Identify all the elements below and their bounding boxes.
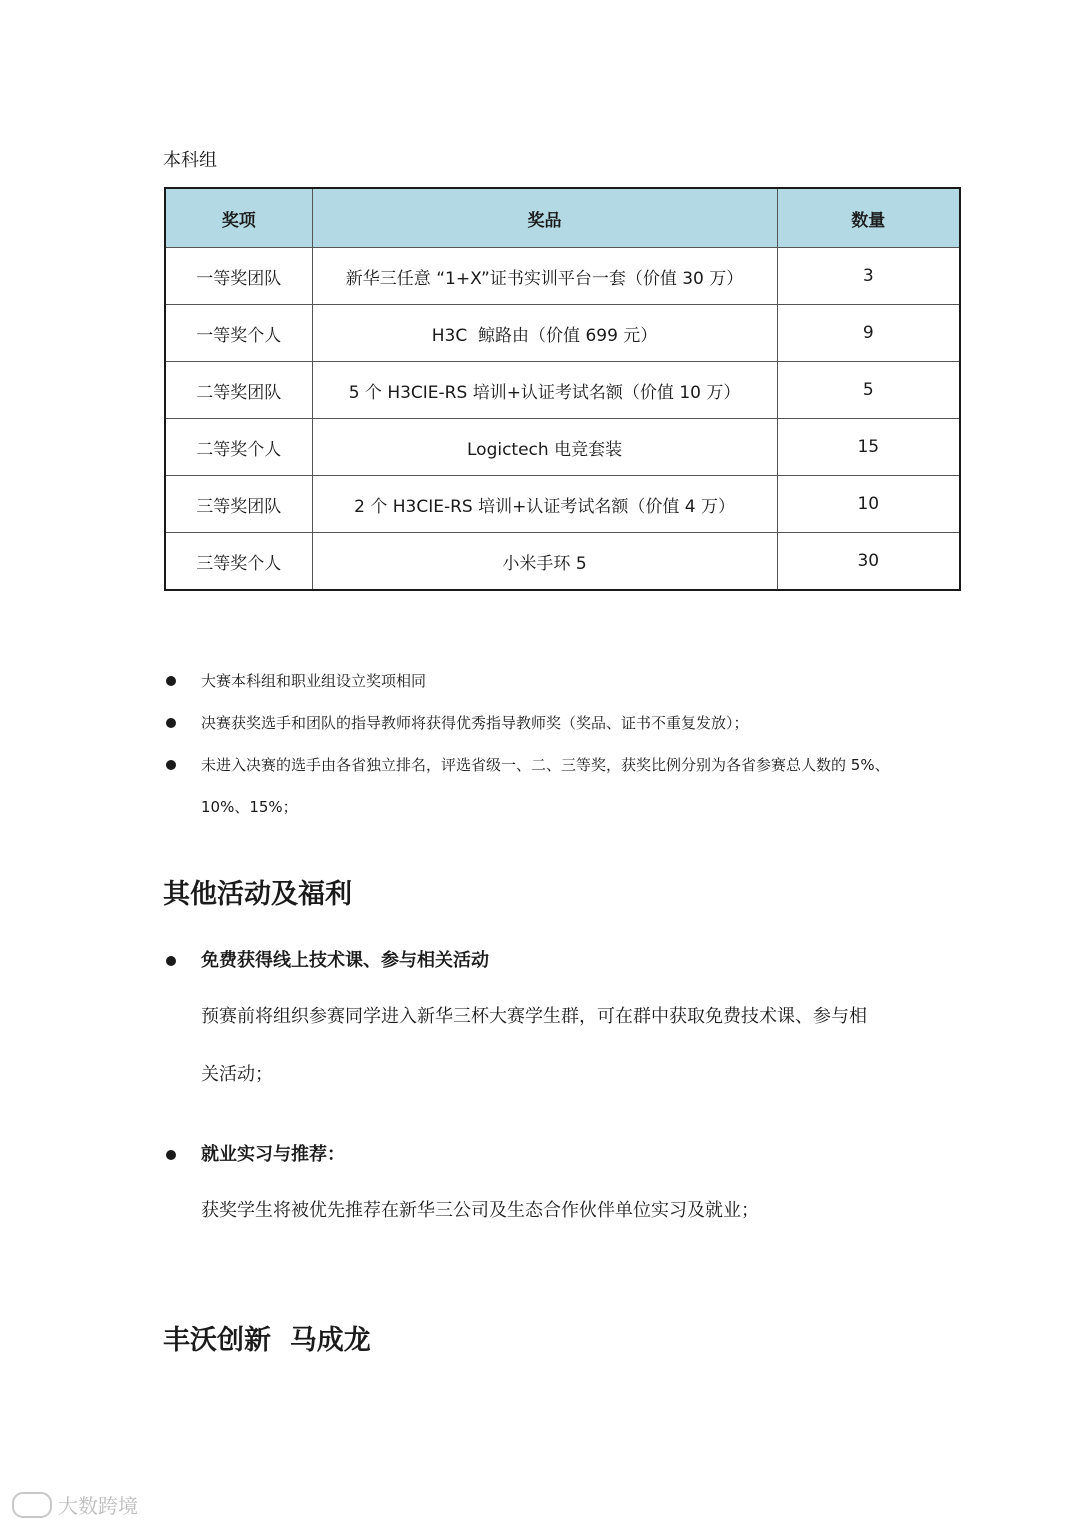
cell-quantity: 5	[777, 362, 960, 419]
cell-award: 三等奖团队	[165, 476, 312, 533]
table-row	[165, 248, 960, 305]
bullet-icon	[166, 956, 176, 966]
bullet-icon	[166, 676, 176, 686]
group-label: 本科组	[163, 150, 217, 171]
cell-prize: H3C 鲸路由（价值 699 元）	[312, 305, 777, 362]
cell-prize: Logictech 电竞套装	[312, 419, 777, 476]
watermark-logo-icon	[12, 1492, 52, 1518]
benefit-internship	[164, 1140, 944, 1240]
table-row	[165, 476, 960, 533]
cell-prize: 2 个 H3CIE-RS 培训+认证考试名额（价值 4 万）	[312, 476, 777, 533]
table-row	[165, 362, 960, 419]
list-item	[164, 702, 924, 744]
cell-quantity: 3	[777, 248, 960, 305]
bullet-icon	[166, 760, 176, 770]
table-row	[165, 419, 960, 476]
cell-award: 二等奖团队	[165, 362, 312, 419]
note-continuation: 10%、15%；	[201, 798, 298, 816]
cell-quantity: 10	[777, 476, 960, 533]
header-quantity: 数量	[777, 188, 960, 248]
notes-list	[164, 660, 924, 828]
note-text: 未进入决赛的选手由各省独立排名，评选省级一、二、三等奖，获奖比例分别为各省参赛总人数的 5%、	[201, 756, 890, 774]
benefit-title: 就业实习与推荐：	[164, 1140, 944, 1170]
benefit-free-courses	[164, 946, 944, 1104]
benefit-text: 关活动；	[201, 1064, 273, 1085]
cell-prize: 5 个 H3CIE-RS 培训+认证考试名额（价值 10 万）	[312, 362, 777, 419]
cell-quantity: 30	[777, 533, 960, 591]
cell-award: 三等奖个人	[165, 533, 312, 591]
header-prize: 奖品	[312, 188, 777, 248]
benefit-text: 预赛前将组织参赛同学进入新华三杯大赛学生群，可在群中获取免费技术课、参与相	[201, 1006, 867, 1027]
cell-quantity: 9	[777, 305, 960, 362]
cell-award: 二等奖个人	[165, 419, 312, 476]
note-text: 决赛获奖选手和团队的指导教师将获得优秀指导教师奖（奖品、证书不重复发放）；	[201, 714, 749, 732]
table-row	[165, 305, 960, 362]
list-item	[164, 744, 924, 786]
header-award: 奖项	[165, 188, 312, 248]
cell-prize: 小米手环 5	[312, 533, 777, 591]
note-text: 大赛本科组和职业组设立奖项相同	[201, 672, 427, 690]
list-item	[164, 660, 924, 702]
bullet-icon	[166, 718, 176, 728]
cell-quantity: 15	[777, 419, 960, 476]
table-header-row	[165, 188, 960, 248]
watermark: 大数跨境	[12, 1490, 138, 1519]
benefit-text: 获奖学生将被优先推荐在新华三公司及生态合作伙伴单位实习及就业；	[201, 1200, 759, 1221]
cell-award: 一等奖团队	[165, 248, 312, 305]
section-title-other: 其他活动及福利	[163, 879, 352, 910]
prize-table	[164, 187, 961, 591]
bullet-icon	[166, 1150, 176, 1160]
cell-prize: 新华三任意 “1+X”证书实训平台一套（价值 30 万）	[312, 248, 777, 305]
table-row	[165, 533, 960, 591]
section-title-company: 丰沃创新 马成龙	[163, 1325, 371, 1356]
benefit-title: 免费获得线上技术课、参与相关活动	[164, 946, 944, 976]
cell-award: 一等奖个人	[165, 305, 312, 362]
